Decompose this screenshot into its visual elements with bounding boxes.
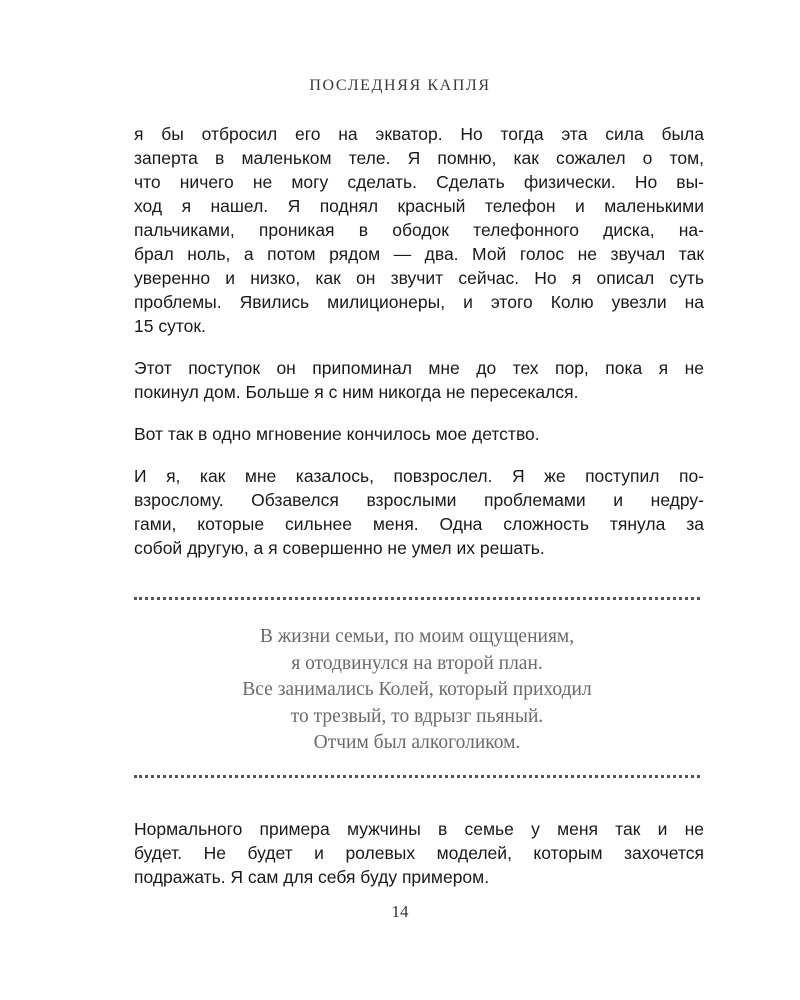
paragraph [134, 356, 704, 404]
text-line: 15 суток. [134, 316, 206, 336]
page-number: 14 [391, 902, 409, 921]
text-line: гами, которые сильнее меня. Одна сложность тянула за [134, 514, 704, 534]
text-line: Этот поступок он припоминал мне до тех пор, пока я не [134, 358, 704, 378]
text-line: уверенно и низко, как он звучит сейчас. Но я описал суть [134, 268, 704, 288]
quote-line: Отчим был алкоголиком. [313, 732, 521, 753]
quote-line: то трезвый, то вдрызг пьяный. [290, 705, 544, 727]
text-line: взрослому. Обзавелся взрослыми проблемами и недру- [134, 490, 704, 510]
body-text-top [134, 122, 704, 578]
text-line: собой другую, а я совершенно не умел их решать. [134, 538, 545, 558]
quote-line: я отодвинулся на второй план. [291, 652, 543, 674]
paragraph [134, 422, 704, 446]
text-line: заперта в маленьком теле. Я помню, как сожалел о том, [134, 148, 704, 168]
paragraph [134, 122, 704, 338]
paragraph [134, 464, 704, 560]
pull-quote [134, 624, 700, 757]
text-line: Нормального примера мужчины в семье у меня так и не [134, 819, 704, 839]
text-line: покинул дом. Больше я с ним никогда не пересекался. [134, 382, 579, 402]
quote-line: В жизни семьи, по моим ощущениям, [259, 626, 575, 647]
text-line: Вот так в одно мгновение кончилось мое детство. [134, 424, 540, 444]
running-head: ПОСЛЕДНЯЯ КАПЛЯ [309, 77, 491, 94]
text-line: подражать. Я сам для себя буду примером. [134, 867, 490, 887]
text-line: брал ноль, а потом рядом — два. Мой голос не звучал так [134, 244, 704, 264]
text-line: что ничего не могу сделать. Сделать физически. Но вы- [134, 172, 704, 192]
text-line: пальчиками, проникая в ободок телефонного диска, на- [134, 220, 704, 240]
text-line: ход я нашел. Я поднял красный телефон и маленькими [134, 196, 704, 216]
dotted-divider-top [134, 597, 700, 600]
paragraph [134, 817, 704, 889]
text-line: я бы отбросил его на экватор. Но тогда эта сила была [134, 124, 704, 144]
text-line: проблемы. Явились милиционеры, и этого Колю увезли на [134, 292, 704, 312]
body-text-bottom [134, 817, 704, 907]
text-line: И я, как мне казалось, повзрослел. Я же поступил по- [134, 466, 704, 486]
quote-line: Все занимались Колей, который приходил [242, 679, 592, 700]
dotted-divider-bottom [134, 775, 700, 778]
text-line: будет. Не будет и ролевых моделей, которым захочется [134, 843, 704, 863]
